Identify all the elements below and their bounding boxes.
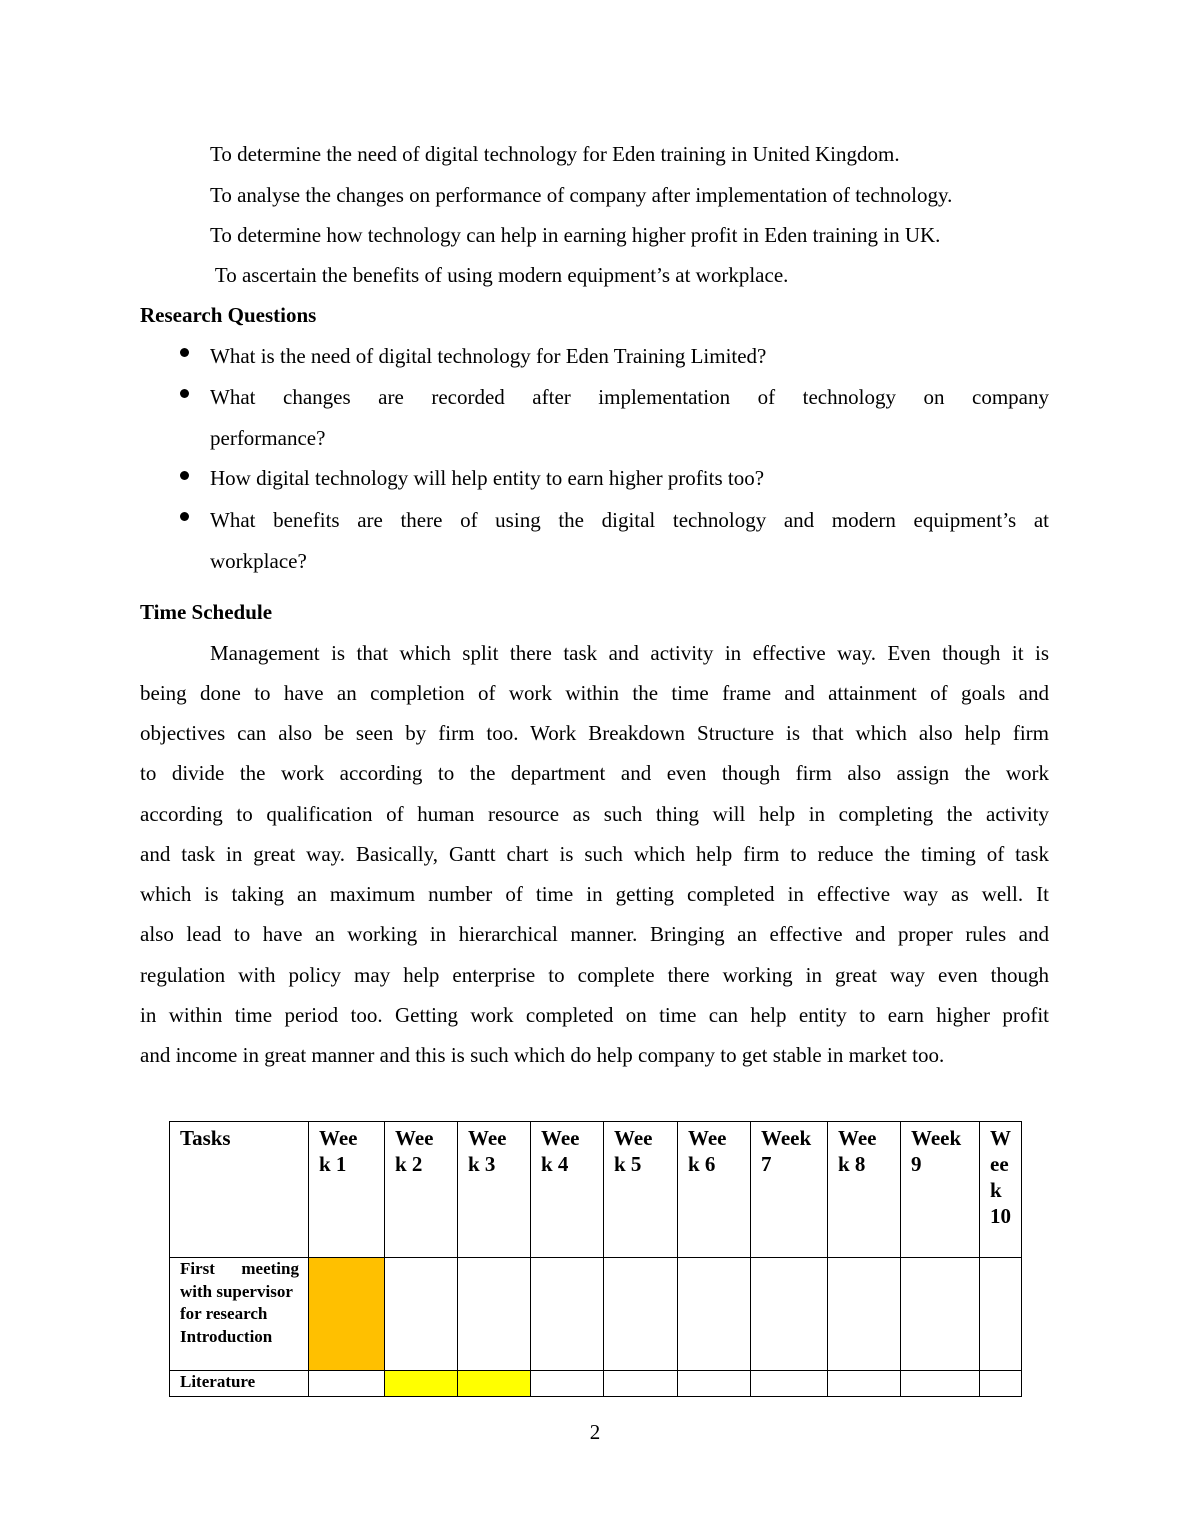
header-week-1: Week 1 — [309, 1122, 385, 1258]
header-week-5: Week 5 — [604, 1122, 678, 1258]
paragraph-line: also lead to have an working in hierarchical manner. Bringing an effective and proper rules and — [140, 922, 1049, 946]
gantt-cell — [309, 1258, 385, 1371]
paragraph-line: and task in great way. Basically, Gantt chart is such which help firm to reduce the timing of task — [140, 842, 1049, 866]
gantt-cell — [901, 1258, 980, 1371]
bullet-icon — [180, 389, 189, 398]
gantt-cell — [309, 1371, 385, 1397]
page-number: 2 — [589, 1420, 601, 1444]
paragraph-line: being done to have an completion of work within the time frame and attainment of goals and — [140, 681, 1049, 705]
header-week-4: Week 4 — [531, 1122, 604, 1258]
gantt-cell — [678, 1258, 751, 1371]
header-week-7: Week 7 — [751, 1122, 828, 1258]
gantt-cell — [751, 1258, 828, 1371]
gantt-cell — [604, 1371, 678, 1397]
bullet-icon — [180, 348, 189, 357]
gantt-cell — [828, 1258, 901, 1371]
gantt-cell — [385, 1258, 458, 1371]
paragraph-line: objectives can also be seen by firm too. Work Breakdown Structure is that which also help firm — [140, 721, 1049, 745]
paragraph-line: in within time period too. Getting work completed on time can help entity to earn higher profit — [140, 1003, 1049, 1027]
gantt-cell — [604, 1258, 678, 1371]
header-week-10: Week 10 — [980, 1122, 1022, 1258]
gantt-cell — [980, 1371, 1022, 1397]
gantt-cell — [531, 1371, 604, 1397]
task-line-1: Literature — [180, 1372, 256, 1391]
gantt-cell — [751, 1371, 828, 1397]
gantt-cell — [678, 1371, 751, 1397]
table-header-row — [170, 1122, 1022, 1258]
objective-3: To determine how technology can help in earning higher profit in Eden training in UK. — [210, 223, 941, 247]
bullet-icon — [180, 512, 189, 521]
task-cell — [170, 1371, 309, 1397]
table-row — [170, 1258, 1022, 1371]
paragraph-line: regulation with policy may help enterprise to complete there working in great way even though — [140, 963, 1049, 987]
research-question-2-line-2: performance? — [210, 426, 326, 450]
gantt-cell — [458, 1258, 531, 1371]
gantt-cell — [385, 1371, 458, 1397]
header-week-8: Week 8 — [828, 1122, 901, 1258]
gantt-cell — [901, 1371, 980, 1397]
research-question-1: What is the need of digital technology for Eden Training Limited? — [210, 344, 767, 368]
paragraph-line: Management is that which split there task and activity in effective way. Even though it is — [210, 641, 1049, 665]
table-row — [170, 1371, 1022, 1397]
paragraph-line: and income in great manner and this is such which do help company to get stable in market too. — [140, 1043, 945, 1067]
research-questions-heading: Research Questions — [140, 303, 317, 327]
header-week-9: Week 9 — [901, 1122, 980, 1258]
gantt-table — [169, 1121, 1022, 1397]
research-question-3: How digital technology will help entity to earn higher profits too? — [210, 466, 765, 490]
header-week-6: Week 6 — [678, 1122, 751, 1258]
bullet-icon — [180, 471, 189, 480]
gantt-cell — [980, 1258, 1022, 1371]
header-tasks: Tasks — [170, 1122, 309, 1258]
objective-1: To determine the need of digital technology for Eden training in United Kingdom. — [210, 142, 900, 166]
task-cell — [170, 1258, 309, 1371]
task-line-rest: with supervisor for research Introduction — [180, 1281, 293, 1346]
paragraph-line: according to qualification of human resource as such thing will help in completing the activity — [140, 802, 1049, 826]
research-question-4-line-1: What benefits are there of using the digital technology and modern equipment’s at — [210, 508, 1049, 532]
header-week-2: Week 2 — [385, 1122, 458, 1258]
research-question-2-line-1: What changes are recorded after implementation of technology on company — [210, 385, 1049, 409]
gantt-cell — [828, 1371, 901, 1397]
paragraph-line: to divide the work according to the department and even though firm also assign the work — [140, 761, 1049, 785]
objective-4: To ascertain the benefits of using modern equipment’s at workplace. — [210, 263, 789, 287]
gantt-cell — [531, 1258, 604, 1371]
objective-2: To analyse the changes on performance of company after implementation of technology. — [210, 183, 953, 207]
gantt-cell — [458, 1371, 531, 1397]
task-line-1: First meeting — [180, 1259, 299, 1278]
time-schedule-heading: Time Schedule — [140, 600, 273, 624]
paragraph-line: which is taking an maximum number of time in getting completed in effective way as well. It — [140, 882, 1049, 906]
research-question-4-line-2: workplace? — [210, 549, 307, 573]
header-week-3: Week 3 — [458, 1122, 531, 1258]
